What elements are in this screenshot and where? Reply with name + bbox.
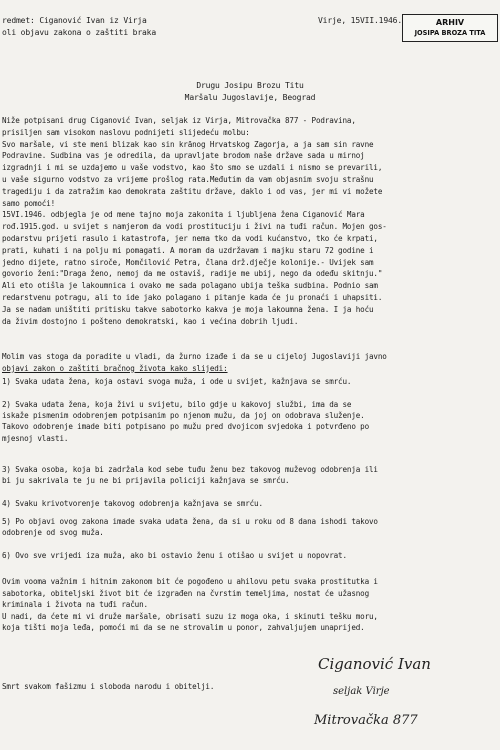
subject-line-1: redmet: Ciganović Ivan iz Virja (2, 16, 147, 25)
text-line: objavi zakon o zaštiti bračnog života kako slijedi: (2, 363, 228, 373)
law-item-line: odobrenje od svog muža. (2, 528, 104, 538)
law-item-line: mjesnoj vlasti. (2, 433, 69, 443)
addressee-line-2: Maršalu Jugoslavije, Beograd (184, 93, 316, 102)
text-line: izgradnji i mi se uzdajemo u vaše vodstvo, kao što smo se uzdali i nismo se prevarili, (2, 163, 383, 173)
law-item-line: 3) Svaka osoba, koja bi zadržala kod sebe tuđu ženu bez takovog muževog odobrenja ili (2, 465, 378, 474)
salutation: Smrt svakom fašizmu i sloboda narodu i obitelji. (2, 682, 215, 691)
law-item-line: iskaže pismenim odobrenjem potpisanim po njenom mužu, da joj on odobrava služenje. (2, 411, 365, 421)
text-line: Molim vas stoga da poradite u vladi, da žurno izađe i da se u cijeloj Jugoslaviji javno (2, 352, 387, 361)
law-item-line: bi ju sakrivala te ju ne bi prijavila policiji kažnjava se smrću. (2, 476, 290, 486)
stamp-line-1: ARHIV (435, 18, 465, 27)
text-line: U nadi, da ćete mi vi druže maršale, obrisati suzu iz moga oka, i skinuti tešku moru, (2, 611, 378, 621)
text-line: govorio ženi:"Draga ženo, nemoj da me ostaviš, radije me ubij, nego da odeđu skitnju." (2, 269, 383, 279)
signature-address: Mitrovačka 877 (314, 713, 418, 728)
text-line: 15VI.1946. odbjegla je od mene tajno moja zakonita i ljubljena žena Ciganović Mara (2, 210, 365, 220)
law-item-line: 2) Svaka udata žena, koja živi u svijetu, bilo gdje u kakovoj službi, ima da se (2, 400, 352, 409)
signature-occupation: seljak Virje (333, 686, 390, 697)
signature-name: Ciganović Ivan (318, 655, 431, 673)
text-line: u vaše sigurno vodstvo za vrijeme prošlog rata.Međutim da vam objasnim svoju strašnu (2, 175, 374, 184)
text-line: prisiljen sam visokom naslovu podnijeti slijedeću molbu: (2, 127, 250, 137)
text-line: kriminala i života na tuđi račun. (2, 600, 148, 610)
text-line: Podravine. Sudbina vas je odredila, da upravljate brodom naše države sada u mirnoj (2, 151, 365, 161)
law-item-line: 1) Svaka udata žena, koja ostavi svoga muža, i ode u svijet, kažnjava se smrću. (2, 377, 352, 386)
law-item-line: 4) Svaku krivotvorenje takovog odobrenja kažnjava se smrću. (2, 499, 263, 508)
text-line: Svo maršale, vi ste meni blizak kao sin krānog Hrvatskog Zagorja, a ja sam sin ravne (2, 139, 374, 149)
archive-stamp (402, 14, 498, 42)
text-line: redarstvenu potragu, ali to ide jako polagano i pitanje kada će ju pronaći i uhapsiti. (2, 293, 383, 302)
text-line: prati, kuhati i na polju mi pomagati. A moram da uzdržavam i majku staru 72 godine i (2, 245, 374, 255)
text-line: jedno dijete, ratno siroče, Momčilović Petra, člana drž.dječje kolonije.- Uvijek sam (2, 257, 374, 267)
text-line: tragediju i da zatražim kao demokrata zaštitu države, daklo i od vas, jer mi vi možete (2, 186, 383, 196)
text-line: Ovim vooma važnim i hitnim zakonom bit će pogođeno u ahilovu petu svaka prostitutka i (2, 577, 378, 586)
text-line: Niže potpisani drug Ciganović Ivan, seljak iz Virja, Mitrovačka 877 - Podravina, (2, 116, 356, 125)
law-item-line: 6) Ovo sve vrijedi iza muža, ako bi ostavio ženu i otišao u svijet u nopovrat. (2, 551, 347, 560)
addressee-line-1: Drugu Josipu Brozu Titu (196, 81, 304, 90)
law-item-line: Takovo odobrenje imade biti potpisano po mužu pred dvojicom svjedoka i potvrđeno po (2, 422, 370, 432)
text-line: da živim dostojno i pošteno demokratski, kao i većina dobrih ljudi. (2, 316, 299, 326)
stamp-line-2: JOSIPA BROZA TITA (414, 29, 486, 37)
text-line: sabotorka, obiteljski život bit će izgrađen na čvrstim temeljima, nostat će užasnog (2, 588, 370, 598)
text-line: Ali eto otišla je lakoumnica i ovako me sada polagano ubija teška sudbina. Podnio sam (2, 281, 378, 291)
place-date: Virje, 15VII.1946. (318, 16, 402, 25)
text-line: koja tišti moja leđa, pomoći mi da se ne strovalim u ponor, zahvaljujem unaprijed. (2, 623, 365, 633)
text-line: Ja se nadam uništiti pritisku takve sabotorko kakva je moja lakoumna žena. I ja hoću (2, 304, 374, 314)
law-item-line: 5) Po objavi ovog zakona imade svaka udata žena, da si u roku od 8 dana ishodi takovo (2, 517, 378, 526)
text-line: samo pomoći! (2, 198, 56, 208)
text-line: rođ.1915.god. u svijet s namjerom da vodi prostituciju i živi na tuđi račun. Mojen gos- (2, 222, 387, 232)
text-line: podarstvu prijeti rasulo i katastrofa, jer nema tko da vodi kućanstvo, tko će krpati, (2, 234, 378, 243)
subject-line-2: oli objavu zakona o zaštiti braka (2, 28, 156, 37)
